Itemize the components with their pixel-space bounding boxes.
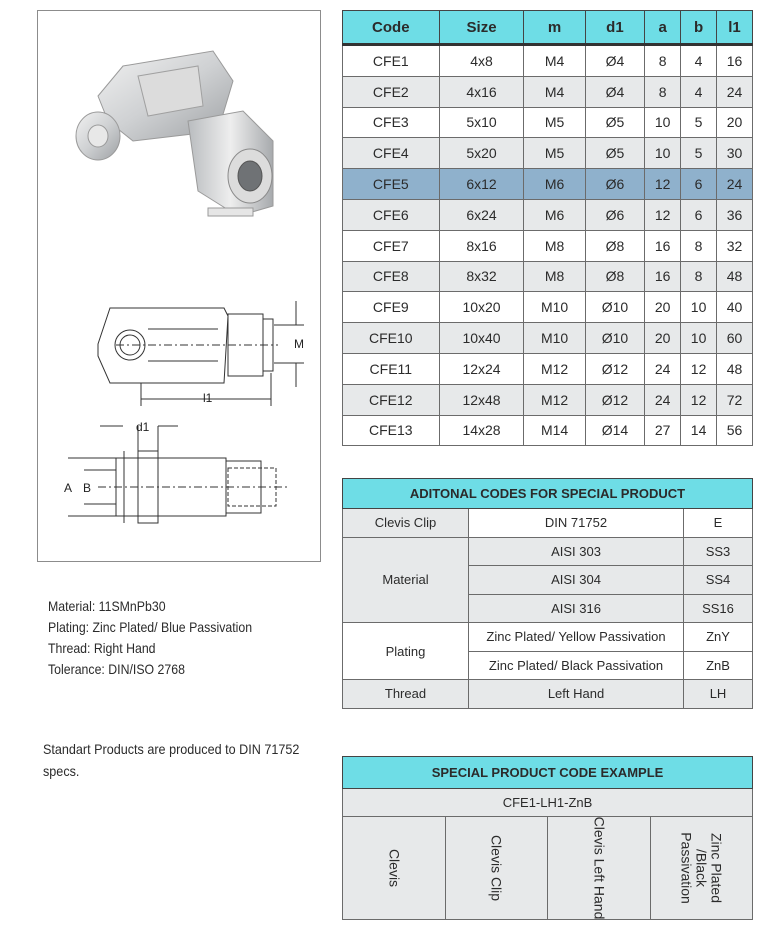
table-cell-size: 10x20	[439, 292, 524, 323]
example-part-label: Clevis	[386, 848, 403, 888]
clevis-3d-render	[76, 51, 273, 216]
table-cell-b: 8	[681, 230, 717, 261]
table-cell-d1: Ø4	[585, 76, 645, 107]
table-cell-size: 12x48	[439, 384, 524, 415]
table-cell-size: 14x28	[439, 415, 524, 446]
table-row	[343, 261, 753, 292]
table-cell-size: 6x12	[439, 169, 524, 200]
table-cell-code: CFE9	[343, 292, 440, 323]
table-cell-a: 10	[645, 138, 681, 169]
material-label: Material	[343, 537, 469, 623]
table-cell-code: CFE3	[343, 107, 440, 138]
table-cell-size: 8x32	[439, 261, 524, 292]
clevis-side-view	[98, 301, 304, 406]
standard-note: Standart Products are produced to DIN 71752 specs.	[43, 741, 300, 779]
table-cell-size: 5x20	[439, 138, 524, 169]
table-cell-a: 20	[645, 292, 681, 323]
table-cell-b: 8	[681, 261, 717, 292]
table-cell-m: M14	[524, 415, 585, 446]
table-cell-code: CFE5	[343, 169, 440, 200]
clevis-clip-value: DIN 71752	[469, 509, 684, 538]
table-cell-d1: Ø10	[585, 323, 645, 354]
material-code: SS16	[684, 594, 753, 623]
table-cell-code: CFE8	[343, 261, 440, 292]
example-part-label: Clevis Left Hand	[591, 816, 608, 920]
spec-tolerance: Tolerance: DIN/ISO 2768	[48, 661, 185, 677]
dim-label-d1: d1	[136, 420, 150, 434]
table-cell-a: 10	[645, 107, 681, 138]
table-cell-l1: 48	[717, 353, 753, 384]
table-cell-a: 12	[645, 199, 681, 230]
thread-code: LH	[684, 680, 753, 709]
example-part	[343, 817, 446, 920]
table-cell-code: CFE10	[343, 323, 440, 354]
table-cell-b: 6	[681, 199, 717, 230]
table-row	[343, 230, 753, 261]
table-row	[343, 199, 753, 230]
table-cell-b: 12	[681, 384, 717, 415]
code-example-table	[342, 756, 753, 920]
product-figure	[37, 10, 321, 562]
table-cell-m: M4	[524, 45, 585, 77]
clevis-clip-label: Clevis Clip	[343, 509, 469, 538]
table-row	[343, 107, 753, 138]
dim-label-A: A	[64, 481, 73, 495]
table-cell-a: 24	[645, 353, 681, 384]
col-d1: d1	[585, 11, 645, 45]
table-cell-m: M12	[524, 384, 585, 415]
table-cell-b: 10	[681, 292, 717, 323]
table-cell-a: 16	[645, 230, 681, 261]
table-cell-m: M10	[524, 292, 585, 323]
table-cell-code: CFE1	[343, 45, 440, 77]
table-cell-d1: Ø14	[585, 415, 645, 446]
table-cell-a: 8	[645, 45, 681, 77]
table-cell-l1: 48	[717, 261, 753, 292]
table-cell-code: CFE6	[343, 199, 440, 230]
table-cell-a: 20	[645, 323, 681, 354]
table-cell-b: 4	[681, 45, 717, 77]
table-cell-m: M12	[524, 353, 585, 384]
material-value: AISI 304	[469, 566, 684, 595]
clevis-clip-code: E	[684, 509, 753, 538]
table-cell-l1: 16	[717, 45, 753, 77]
table-cell-code: CFE4	[343, 138, 440, 169]
table-cell-l1: 56	[717, 415, 753, 446]
table-cell-m: M6	[524, 169, 585, 200]
table-cell-size: 10x40	[439, 323, 524, 354]
plating-label: Plating	[343, 623, 469, 680]
col-m: m	[524, 11, 585, 45]
table-row	[343, 138, 753, 169]
dimensions-table	[342, 10, 753, 446]
table-cell-m: M6	[524, 199, 585, 230]
table-cell-d1: Ø12	[585, 384, 645, 415]
table-cell-m: M10	[524, 323, 585, 354]
thread-value: Left Hand	[469, 680, 684, 709]
material-code: SS3	[684, 537, 753, 566]
table-cell-l1: 40	[717, 292, 753, 323]
table-cell-m: M5	[524, 138, 585, 169]
example-code: CFE1-LH1-ZnB	[343, 789, 753, 817]
table-cell-a: 16	[645, 261, 681, 292]
table-cell-l1: 20	[717, 107, 753, 138]
table-cell-b: 14	[681, 415, 717, 446]
product-drawing	[38, 11, 322, 563]
dim-label-l1: l1	[203, 391, 213, 405]
table-cell-b: 5	[681, 107, 717, 138]
material-code: SS4	[684, 566, 753, 595]
table-cell-b: 6	[681, 169, 717, 200]
table-row	[343, 169, 753, 200]
table-cell-a: 12	[645, 169, 681, 200]
additional-codes-title: ADITONAL CODES FOR SPECIAL PRODUCT	[343, 479, 753, 509]
table-cell-l1: 36	[717, 199, 753, 230]
table-cell-a: 27	[645, 415, 681, 446]
table-cell-size: 4x8	[439, 45, 524, 77]
plating-value: Zinc Plated/ Yellow Passivation	[469, 623, 684, 652]
dim-label-B: B	[83, 481, 92, 495]
additional-codes-table	[342, 478, 753, 709]
spec-material: Material: 11SMnPb30	[48, 598, 166, 614]
table-cell-code: CFE2	[343, 76, 440, 107]
thread-label: Thread	[343, 680, 469, 709]
dim-label-M: M	[294, 337, 304, 351]
spec-thread: Thread: Right Hand	[48, 640, 156, 656]
table-cell-size: 6x24	[439, 199, 524, 230]
table-cell-a: 24	[645, 384, 681, 415]
table-cell-d1: Ø10	[585, 292, 645, 323]
dimensions-table-body	[343, 45, 753, 446]
plating-code: ZnY	[684, 623, 753, 652]
material-value: AISI 303	[469, 537, 684, 566]
col-code: Code	[343, 11, 440, 45]
example-part	[445, 817, 548, 920]
example-part	[548, 817, 651, 920]
plating-value: Zinc Plated/ Black Passivation	[469, 651, 684, 680]
table-cell-d1: Ø4	[585, 45, 645, 77]
table-row	[343, 76, 753, 107]
table-cell-m: M4	[524, 76, 585, 107]
table-cell-d1: Ø12	[585, 353, 645, 384]
table-row	[343, 384, 753, 415]
table-cell-b: 4	[681, 76, 717, 107]
table-cell-a: 8	[645, 76, 681, 107]
table-cell-d1: Ø5	[585, 138, 645, 169]
table-cell-d1: Ø6	[585, 199, 645, 230]
material-specs	[48, 596, 252, 680]
table-row	[343, 415, 753, 446]
col-l1: l1	[717, 11, 753, 45]
table-cell-code: CFE11	[343, 353, 440, 384]
example-part	[650, 817, 753, 920]
table-cell-l1: 30	[717, 138, 753, 169]
col-size: Size	[439, 11, 524, 45]
table-cell-b: 5	[681, 138, 717, 169]
table-row	[343, 353, 753, 384]
table-cell-code: CFE7	[343, 230, 440, 261]
table-cell-d1: Ø8	[585, 230, 645, 261]
plating-code: ZnB	[684, 651, 753, 680]
table-cell-l1: 24	[717, 169, 753, 200]
table-cell-size: 8x16	[439, 230, 524, 261]
code-example-title: SPECIAL PRODUCT CODE EXAMPLE	[343, 757, 753, 789]
table-cell-l1: 60	[717, 323, 753, 354]
table-cell-l1: 24	[717, 76, 753, 107]
table-cell-d1: Ø6	[585, 169, 645, 200]
table-row	[343, 45, 753, 77]
col-a: a	[645, 11, 681, 45]
table-cell-size: 5x10	[439, 107, 524, 138]
table-cell-m: M5	[524, 107, 585, 138]
table-cell-size: 12x24	[439, 353, 524, 384]
spec-plating: Plating: Zinc Plated/ Blue Passivation	[48, 619, 253, 635]
material-value: AISI 316	[469, 594, 684, 623]
table-row	[343, 323, 753, 354]
table-cell-l1: 72	[717, 384, 753, 415]
table-cell-b: 10	[681, 323, 717, 354]
example-part-label: Zinc Plated /Black Passivation	[678, 832, 725, 904]
table-cell-m: M8	[524, 261, 585, 292]
table-cell-d1: Ø8	[585, 261, 645, 292]
table-cell-code: CFE13	[343, 415, 440, 446]
table-cell-size: 4x16	[439, 76, 524, 107]
clevis-front-view	[68, 426, 288, 523]
table-cell-l1: 32	[717, 230, 753, 261]
table-cell-code: CFE12	[343, 384, 440, 415]
table-header-row	[343, 11, 753, 45]
table-cell-m: M8	[524, 230, 585, 261]
col-b: b	[681, 11, 717, 45]
table-cell-b: 12	[681, 353, 717, 384]
table-row	[343, 292, 753, 323]
table-cell-d1: Ø5	[585, 107, 645, 138]
example-part-label: Clevis Clip	[488, 834, 505, 902]
